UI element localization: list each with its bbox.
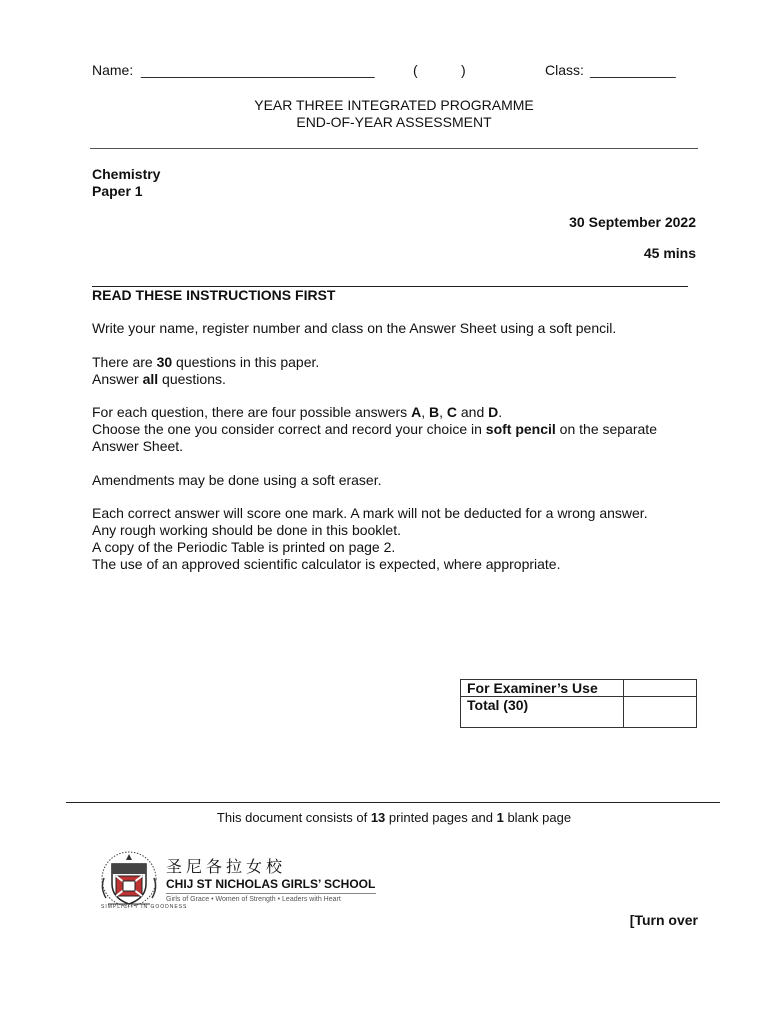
instruction-choices [92,404,692,455]
class-blank-line: ___________ [590,62,676,78]
register-paren-close: ) [461,62,466,78]
examiner-table [460,679,697,728]
logo-divider [166,893,376,894]
text-span: printed pages and [385,810,497,825]
instruction-text: Amendments may be done using a soft eraser. [92,472,382,488]
instruction-text: Each correct answer will score one mark. A mark will not be deducted for a wrong answer. [92,505,648,521]
printed-pages-count: 13 [370,810,386,825]
text-span: This document consists of [216,810,371,825]
instruction-text: Any rough working should be done in this booklet. [92,522,401,538]
instruction-question-count [92,354,692,388]
text-span: Choose the one you consider correct and record your choice in [92,421,486,437]
school-motto: Girls of Grace • Women of Strength • Leaders with Heart [166,896,341,903]
exam-duration: 45 mins [643,245,696,261]
option-d: D [488,404,499,420]
text-span: on the separate Answer Sheet. [92,421,657,454]
school-name: CHIJ ST NICHOLAS GIRLS’ SCHOOL [166,877,376,891]
text-span: For each question, there are four possible answers [92,404,412,420]
page-count-note [0,809,770,826]
instruction-answer-sheet [92,320,692,337]
instruction-marking [92,505,662,573]
option-b: B [428,404,440,420]
instruction-text: The use of an approved scientific calculator is expected, where appropriate. [92,556,561,572]
question-count: 30 [156,354,173,370]
instruction-line [92,371,692,388]
examiner-header-value [624,680,697,697]
exam-date: 30 September 2022 [569,214,696,230]
school-chinese-name: 圣尼各拉女校 [166,857,287,876]
text-span: questions. [158,371,226,387]
text-span: questions in this paper. [172,354,320,370]
name-blank-line: ______________________________ [141,62,375,78]
text-span: , [439,404,447,420]
paper-number: Paper 1 [92,183,143,199]
crest-motto-text: SIMPLICITY IN GOODNESS [101,904,188,910]
register-paren-open: ( [413,62,418,78]
instruction-text: A copy of the Periodic Table is printed on page 2. [92,539,396,555]
option-c: C [446,404,457,420]
instructions-heading: READ THESE INSTRUCTIONS FIRST [92,287,336,303]
title-assessment: END-OF-YEAR ASSESSMENT [296,114,492,130]
emphasis-all: all [142,371,159,387]
option-a: A [411,404,422,420]
examiner-header: For Examiner’s Use [461,680,624,697]
text-span: , [421,404,429,420]
text-span: . [498,404,503,420]
total-score-box [624,697,697,728]
instruction-amendments [92,472,692,489]
subject-name: Chemistry [92,166,161,182]
text-span: and [457,404,489,420]
text-span: blank page [503,810,572,825]
examiner-total-row [461,697,697,728]
title-programme: YEAR THREE INTEGRATED PROGRAMME [254,97,534,113]
instruction-line [92,404,692,421]
class-label: Class: [545,62,584,78]
text-span: There are [92,354,157,370]
instruction-line [92,354,692,371]
blank-pages-count: 1 [496,810,504,825]
instruction-line [92,421,662,455]
instruction-text: Write your name, register number and class on the Answer Sheet using a soft pencil. [92,320,617,336]
header-divider [90,148,698,149]
footer-divider [66,802,720,803]
examiner-header-row [461,680,697,697]
text-span: Answer [92,371,143,387]
emphasis-soft-pencil: soft pencil [485,421,556,437]
total-label: Total (30) [461,697,624,728]
name-label: Name: [92,62,134,78]
turn-over-note: [Turn over [629,912,698,928]
